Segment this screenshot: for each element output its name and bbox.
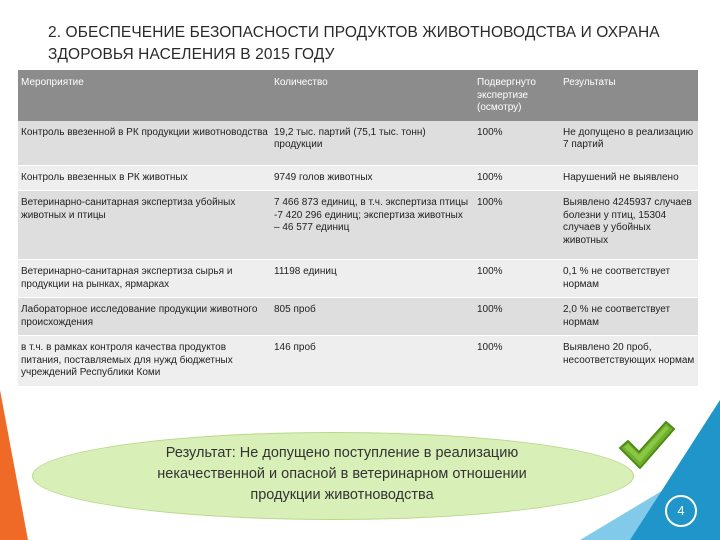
slide-title-line-1: 2. ОБЕСПЕЧЕНИЕ БЕЗОПАСНОСТИ ПРОДУКТОВ ЖИВОТНОВОДСТВА И ОХРАНА (48, 24, 660, 41)
cell-measure: Ветеринарно-санитарная экспертиза сырья и продукции на рынках, ярмарках (18, 260, 271, 298)
table-row (18, 191, 698, 260)
orange-corner-decoration (0, 390, 28, 540)
cell-results: Не допущено в реализацию 7 партий (560, 121, 698, 166)
cell-results: Выявлено 4245937 случаев болезни у птиц, 15304 случаев у убойных животных (560, 191, 698, 260)
cell-quantity: 9749 голов животных (271, 165, 474, 191)
cell-results: Выявлено 20 проб, несоответствующих нормам (560, 336, 698, 387)
column-header-results: Результаты (560, 70, 698, 121)
cell-results: 0,1 % не соответствует нормам (560, 260, 698, 298)
cell-quantity: 7 466 873 единиц, в т.ч. экспертиза птицы -7 420 296 единиц; экспертиза животных – 46 577 единиц (271, 191, 474, 260)
cell-quantity: 11198 единиц (271, 260, 474, 298)
cell-quantity: 805 проб (271, 298, 474, 336)
cell-quantity: 19,2 тыс. партий (75,1 тыс. тонн) продукции (271, 121, 474, 166)
table-row (18, 298, 698, 336)
check-mark-icon (614, 414, 678, 478)
cell-inspected: 100% (474, 260, 560, 298)
cell-inspected: 100% (474, 336, 560, 387)
safety-measures-table (18, 70, 698, 387)
cell-measure: Контроль ввезенных в РК животных (18, 165, 271, 191)
cell-inspected: 100% (474, 165, 560, 191)
table-row (18, 260, 698, 298)
slide-title (48, 22, 688, 66)
column-header-measure: Мероприятие (18, 70, 271, 121)
cell-quantity: 146 проб (271, 336, 474, 387)
result-text: Результат: Не допущено поступление в реализацию некачественной и опасной в ветеринарном отношении продукции животноводства (157, 445, 527, 503)
cell-inspected: 100% (474, 191, 560, 260)
table-row (18, 165, 698, 191)
column-header-inspected: Подвергнуто экспертизе (осмотру) (474, 70, 560, 121)
table-row (18, 121, 698, 166)
cell-results: 2,0 % не соответствует нормам (560, 298, 698, 336)
cell-measure: Контроль ввезенной в РК продукции животноводства (18, 121, 271, 166)
slide-title-line-2: ЗДОРОВЬЯ НАСЕЛЕНИЯ В 2015 ГОДУ (48, 46, 335, 63)
column-header-quantity: Количество (271, 70, 474, 121)
cell-measure: Ветеринарно-санитарная экспертиза убойных животных и птицы (18, 191, 271, 260)
table-header-row (18, 70, 698, 121)
cell-inspected: 100% (474, 298, 560, 336)
cell-inspected: 100% (474, 121, 560, 166)
cell-measure: Лабораторное исследование продукции животного происхождения (18, 298, 271, 336)
cell-results: Нарушений не выявлено (560, 165, 698, 191)
page-number: 4 (665, 495, 697, 527)
cell-measure: в т.ч. в рамках контроля качества продуктов питания, поставляемых для нужд бюджетных учреждений Республики Коми (18, 336, 271, 387)
table-row (18, 336, 698, 387)
